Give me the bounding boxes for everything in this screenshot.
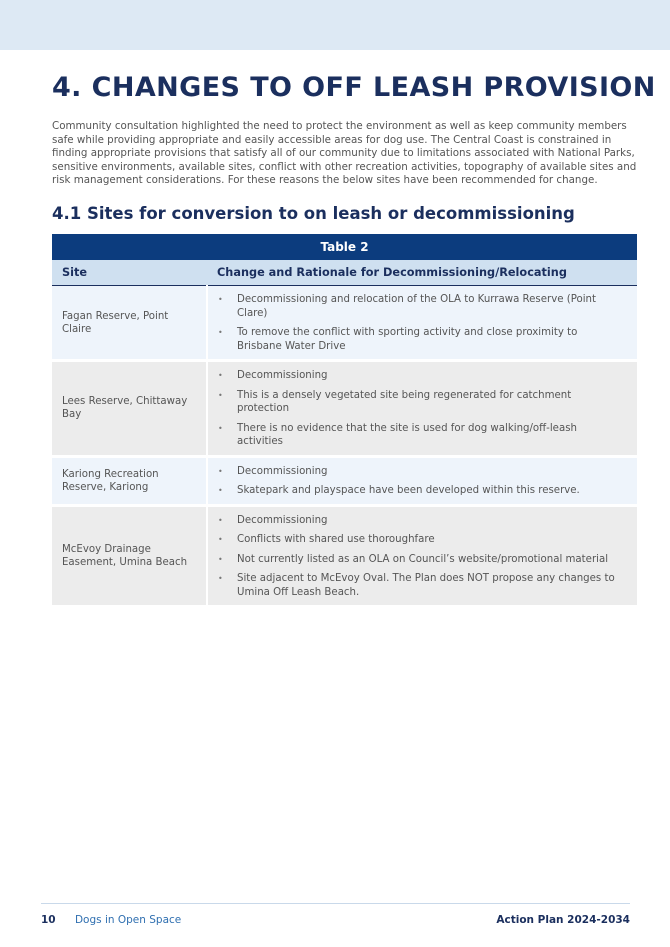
list-item: • Skatepark and playspace have been developed within this reserve. bbox=[218, 484, 625, 498]
list-item: • There is no evidence that the site is used for dog walking/off-leash activities bbox=[218, 422, 625, 449]
changes-cell bbox=[207, 456, 637, 505]
table-row bbox=[52, 505, 637, 607]
subsection-title: 4.1 Sites for conversion to on leash or decommissioning bbox=[52, 204, 575, 223]
page-number: 10 bbox=[41, 914, 56, 926]
list-item: • Not currently listed as an OLA on Council’s website/promotional material bbox=[218, 553, 625, 567]
intro-paragraph: Community consultation highlighted the need to protect the environment as well as keep community members safe while providing appropriate and easily accessible areas for dog use. The Central Coast is constrained in finding appropriate provisions that satisfy all of our community due to limitations associated with National Parks, sensitive environments, available sites, conflict with other recreation activities, topography of available sites and risk management considerations. For these reasons the below sites have been recommended for change. bbox=[52, 120, 637, 187]
table-caption: Table 2 bbox=[52, 234, 637, 260]
list-item: • Site adjacent to McEvoy Oval. The Plan does NOT propose any changes to Umina Off Leash Beach. bbox=[218, 572, 625, 599]
changes-list bbox=[218, 293, 625, 353]
document-title: Dogs in Open Space bbox=[74, 914, 182, 926]
column-header-site: Site bbox=[52, 260, 207, 286]
changes-cell bbox=[207, 286, 637, 361]
changes-list bbox=[218, 514, 625, 600]
site-cell: McEvoy Drainage Easement, Umina Beach bbox=[52, 505, 207, 607]
table-row bbox=[52, 286, 637, 361]
plan-label: Action Plan 2024-2034 bbox=[496, 914, 630, 926]
changes-cell bbox=[207, 505, 637, 607]
changes-list bbox=[218, 369, 625, 449]
list-item: • This is a densely vegetated site being regenerated for catchment protection bbox=[218, 389, 625, 416]
sites-table bbox=[52, 234, 637, 608]
list-item: • Decommissioning bbox=[218, 465, 625, 479]
list-item: • To remove the conflict with sporting activity and close proximity to Brisbane Water Drive bbox=[218, 326, 625, 353]
header-band bbox=[0, 0, 670, 50]
list-item: • Decommissioning bbox=[218, 514, 625, 528]
table-row bbox=[52, 361, 637, 457]
changes-list bbox=[218, 465, 625, 498]
site-cell: Fagan Reserve, Point Claire bbox=[52, 286, 207, 361]
changes-cell bbox=[207, 361, 637, 457]
footer-left bbox=[41, 914, 181, 926]
list-item: • Decommissioning and relocation of the OLA to Kurrawa Reserve (Point Clare) bbox=[218, 293, 625, 320]
section-title: 4. CHANGES TO OFF LEASH PROVISION bbox=[52, 72, 656, 103]
list-item: • Decommissioning bbox=[218, 369, 625, 383]
site-cell: Lees Reserve, Chittaway Bay bbox=[52, 361, 207, 457]
list-item: • Conflicts with shared use thoroughfare bbox=[218, 533, 625, 547]
column-header-changes: Change and Rationale for Decommissioning/Relocating bbox=[207, 260, 637, 286]
table-row bbox=[52, 456, 637, 505]
footer-divider bbox=[41, 903, 630, 904]
site-cell: Kariong Recreation Reserve, Kariong bbox=[52, 456, 207, 505]
